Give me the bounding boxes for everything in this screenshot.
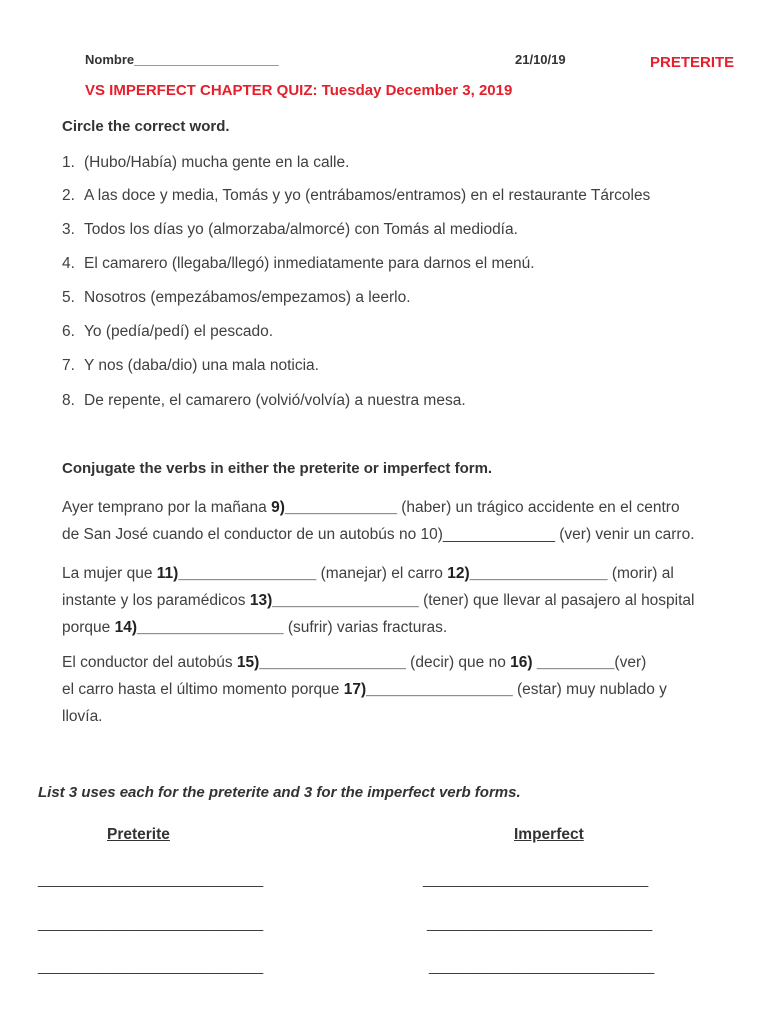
list-item — [62, 221, 518, 239]
paragraph-3 — [62, 649, 667, 730]
item-text: El camarero (llegaba/llegó) inmediatamente para darnos el menú. — [84, 255, 535, 272]
paragraph-3-line-3: llovía. — [62, 708, 103, 725]
item-number: 7. — [62, 357, 75, 374]
item-number: 3. — [62, 221, 75, 238]
imperfect-column-heading: Imperfect — [514, 826, 584, 843]
list-item — [62, 187, 650, 205]
paragraph-2-line-2 — [62, 587, 695, 614]
blank-17: 17)_________________ — [343, 681, 513, 698]
list-item — [62, 154, 349, 172]
imperfect-answer-line-3: ___________________________ — [429, 958, 655, 975]
preterite-answer-line-3: ___________________________ — [38, 958, 264, 975]
text-run: El conductor del autobús — [62, 654, 237, 671]
blank-13: 13)_________________ — [249, 592, 419, 609]
item-text: Yo (pedía/pedí) el pescado. — [84, 323, 274, 340]
text-run: (sufrir) varias fracturas. — [283, 619, 448, 636]
list-item — [62, 289, 411, 307]
item-text: Nosotros (empezábamos/empezamos) a leerlo. — [84, 289, 411, 306]
text-run: (morir) al — [607, 565, 674, 582]
blank-12: 12)________________ — [447, 565, 608, 582]
title-part-1: PRETERITE — [650, 54, 735, 71]
item-number: 6. — [62, 323, 75, 340]
blank-16: 16) _________ — [510, 654, 615, 671]
blank-14: 14)_________________ — [114, 619, 284, 636]
paragraph-1-line-1 — [62, 494, 695, 521]
text-run: (ver) — [614, 654, 647, 671]
text-run: (decir) que no — [405, 654, 511, 671]
section1-instruction: Circle the correct word. — [62, 118, 230, 135]
list-item — [62, 255, 535, 273]
item-number: 5. — [62, 289, 75, 306]
paragraph-1 — [62, 494, 695, 548]
item-text: (Hubo/Había) mucha gente en la calle. — [84, 154, 350, 171]
text-run: instante y los paramédicos — [62, 592, 250, 609]
list-item — [62, 357, 319, 375]
item-number: 2. — [62, 187, 75, 204]
paragraph-3-line-1 — [62, 649, 667, 676]
paragraph-3-line-2 — [62, 676, 667, 703]
text-run: (manejar) el carro — [316, 565, 448, 582]
text-run: La mujer que — [62, 565, 157, 582]
page-title: VS IMPERFECT CHAPTER QUIZ: Tuesday December 3, 2019 — [85, 82, 513, 99]
paragraph-2-line-3 — [62, 614, 695, 641]
section3-instruction: List 3 uses each for the preterite and 3 for the imperfect verb forms. — [38, 784, 521, 801]
blank-15: 15)_________________ — [236, 654, 406, 671]
item-number: 8. — [62, 392, 75, 409]
imperfect-answer-line-2: ___________________________ — [427, 915, 653, 932]
text-run: porque — [62, 619, 115, 636]
paragraph-2-line-1 — [62, 560, 695, 587]
text-run: (haber) un trágico accidente en el centro — [396, 499, 680, 516]
preterite-column-heading: Preterite — [107, 826, 170, 843]
paragraph-2 — [62, 560, 695, 641]
text-run: el carro hasta el último momento porque — [62, 681, 344, 698]
item-text: Todos los días yo (almorzaba/almorcé) con Tomás al mediodía. — [84, 221, 518, 238]
item-number: 4. — [62, 255, 75, 272]
item-text: A las doce y media, Tomás y yo (entrábamos/entramos) en el restaurante Tárcoles — [84, 187, 651, 204]
text-run: (estar) muy nublado y — [512, 681, 667, 698]
blank-11: 11)________________ — [156, 565, 317, 582]
imperfect-answer-line-1: ___________________________ — [423, 871, 649, 888]
date-label: 21/10/19 — [515, 52, 566, 67]
name-field-label: Nombre____________________ — [85, 52, 279, 67]
section2-instruction: Conjugate the verbs in either the preterite or imperfect form. — [62, 460, 493, 477]
list-item — [62, 323, 273, 341]
paragraph-1-line-2: de San José cuando el conductor de un autobús no 10)_____________ (ver) venir un carro. — [62, 526, 695, 543]
preterite-answer-line-1: ___________________________ — [38, 871, 264, 888]
item-number: 1. — [62, 154, 75, 171]
blank-9: 9)_____________ — [271, 499, 397, 516]
text-run: Ayer temprano por la mañana — [62, 499, 272, 516]
preterite-answer-line-2: ___________________________ — [38, 915, 264, 932]
text-run: (tener) que llevar al pasajero al hospital — [418, 592, 695, 609]
item-text: De repente, el camarero (volvió/volvía) a nuestra mesa. — [84, 392, 466, 409]
list-item — [62, 392, 466, 410]
item-text: Y nos (daba/dio) una mala noticia. — [84, 357, 319, 374]
